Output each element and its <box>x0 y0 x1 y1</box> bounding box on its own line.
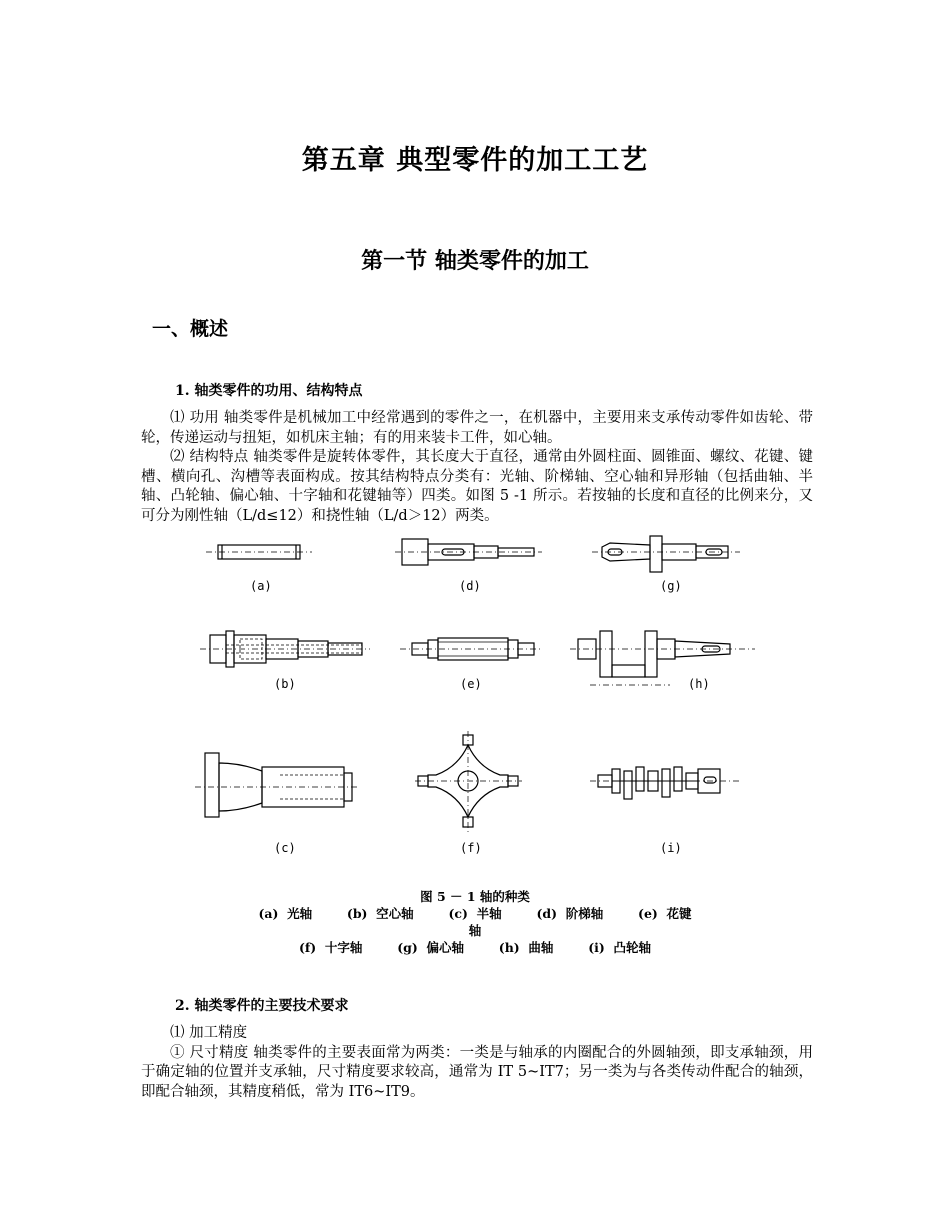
sub-label-i: (i) <box>660 841 682 855</box>
heading-overview: 一、概述 <box>152 318 229 340</box>
sub-label-f: (f) <box>460 841 482 855</box>
caption-row-2: (f) 十字轴 (g) 偏心轴 (h) 曲轴 (i) 凸轮轴 <box>298 940 652 955</box>
paragraph-dimension-precision: ① 尺寸精度 轴类零件的主要表面常为两类：一类是与轴承的内圈配合的外圆轴颈，即支承轴颈，用于确定轴的位置并支承轴，尺寸精度要求较高，通常为 IT 5~IT7；另一类为与各类传动件配合的轴颈，即配合轴颈，其精度稍低，常为 IT6~IT9。 <box>141 1044 813 1100</box>
paragraph-function: ⑴ 功用 轴类零件是机械加工中经常遇到的零件之一，在机器中，主要用来支承传动零件如齿轮、带轮，传递运动与扭矩，如机床主轴；有的用来装卡工件，如心轴。 <box>141 410 813 446</box>
shaft-d-drawing <box>395 539 542 565</box>
sub-label-g: (g) <box>660 579 682 593</box>
caption-title: 图 5 － 1 轴的种类 <box>420 889 530 904</box>
shaft-c-drawing <box>195 753 360 817</box>
paragraph-block-2 <box>141 1024 813 1102</box>
figure-caption <box>0 888 950 956</box>
paragraph-block-1 <box>141 409 813 526</box>
sub-label-a: (a) <box>250 579 272 593</box>
section-title: 第一节 轴类零件的加工 <box>361 248 589 274</box>
caption-row-1: (a) 光轴 (b) 空心轴 (c) 半轴 (d) 阶梯轴 (e) 花键 <box>258 906 692 921</box>
shaft-h-drawing <box>570 631 755 685</box>
paragraph-precision-heading: ⑴ 加工精度 <box>170 1025 248 1041</box>
sub-label-d: (d) <box>459 579 481 593</box>
subsection-title-1: 1. 轴类零件的功用、结构特点 <box>175 383 363 399</box>
chapter-title: 第五章 典型零件的加工工艺 <box>301 145 649 176</box>
shaft-b-drawing <box>200 631 370 667</box>
shaft-i-drawing <box>590 767 740 799</box>
shaft-g-drawing <box>592 536 740 572</box>
sub-label-h: (h) <box>688 677 710 691</box>
shaft-f-drawing <box>415 731 522 833</box>
shaft-types-figure <box>190 535 760 870</box>
sub-label-c: (c) <box>274 841 296 855</box>
paragraph-structure: ⑵ 结构特点 轴类零件是旋转体零件，其长度大于直径，通常由外圆柱面、圆锥面、螺纹、花键、键槽、横向孔、沟槽等表面构成。按其结构特点分类有：光轴、阶梯轴、空心轴和异形轴（包括曲轴、半轴、凸轮轴、偏心轴、十字轴和花键轴等）四类。如图 5 -1 所示。若按轴的长度和直径的比例来分，又可分为刚性轴（L/d≤12）和挠性轴（L/d＞12）两类。 <box>141 449 813 524</box>
sub-label-e: (e) <box>460 677 482 691</box>
subsection-title-2: 2. 轴类零件的主要技术要求 <box>175 998 349 1014</box>
shaft-e-drawing <box>400 638 540 660</box>
shaft-a-drawing <box>206 545 312 559</box>
caption-row-1-wrap: 轴 <box>468 923 482 938</box>
sub-label-b: (b) <box>274 677 296 691</box>
